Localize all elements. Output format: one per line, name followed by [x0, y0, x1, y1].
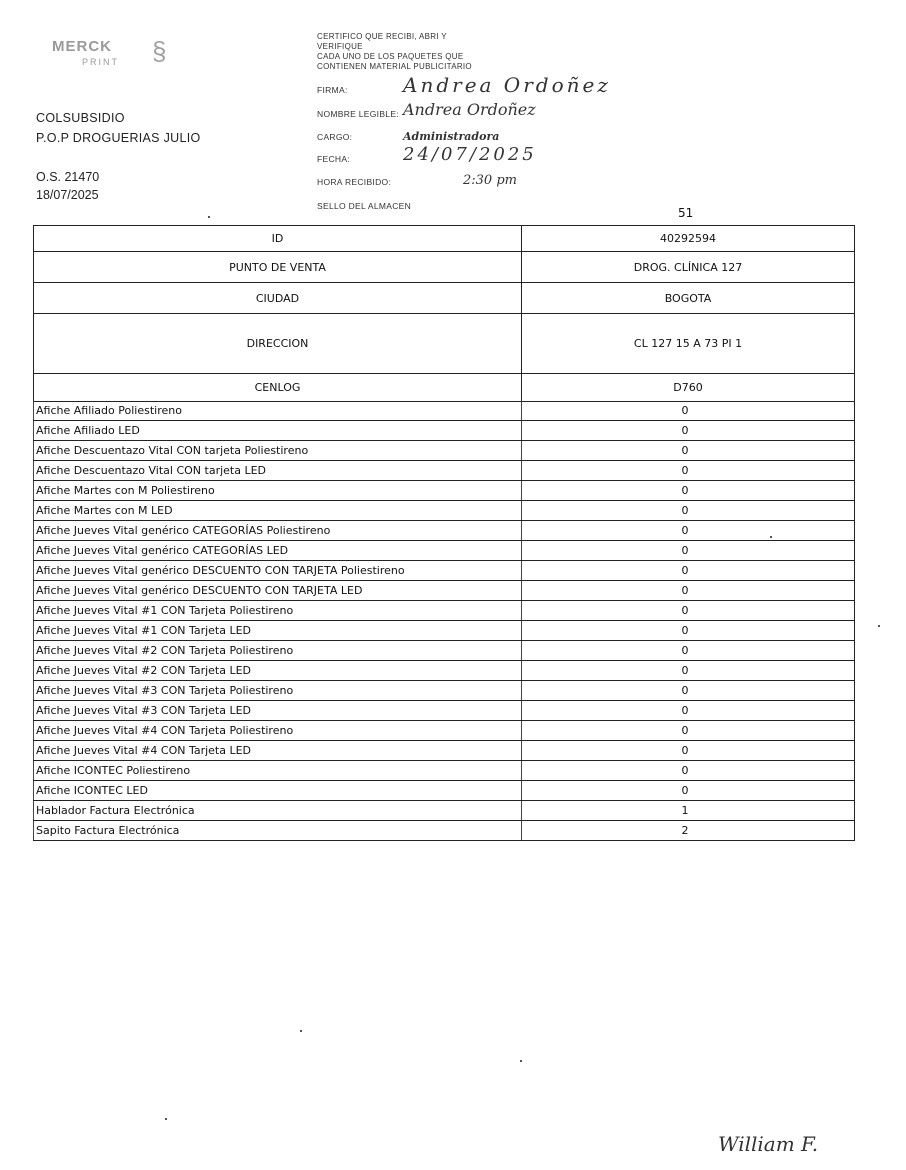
item-name: Afiche Jueves Vital #1 CON Tarjeta LED — [34, 621, 522, 641]
footer-signature: William F. — [718, 1132, 819, 1156]
item-name: Sapito Factura Electrónica — [34, 821, 522, 841]
nombre-value: Andrea Ordoñez — [403, 100, 536, 119]
item-row — [34, 461, 855, 481]
item-quantity: 0 — [522, 421, 855, 441]
firma-signature: Andrea Ordoñez — [403, 73, 611, 97]
scan-speck — [520, 1060, 522, 1062]
logo-swirl-icon: § — [152, 36, 167, 66]
item-name: Afiche Descuentazo Vital CON tarjeta LED — [34, 461, 522, 481]
info-label: PUNTO DE VENTA — [34, 252, 522, 283]
scan-speck — [878, 625, 880, 627]
item-quantity: 2 — [522, 821, 855, 841]
item-quantity: 0 — [522, 741, 855, 761]
nombre-label: NOMBRE LEGIBLE: — [317, 109, 399, 119]
fecha-value: 24/07/2025 — [403, 144, 537, 165]
cert-line: VERIFIQUE — [317, 42, 363, 51]
sello-label: SELLO DEL ALMACEN — [317, 201, 412, 211]
cargo-row — [317, 121, 499, 143]
firma-row — [317, 74, 611, 96]
item-name: Afiche Afiliado LED — [34, 421, 522, 441]
item-quantity: 0 — [522, 561, 855, 581]
item-name: Afiche Jueves Vital #2 CON Tarjeta LED — [34, 661, 522, 681]
item-quantity: 0 — [522, 541, 855, 561]
item-row — [34, 621, 855, 641]
nombre-row — [317, 98, 536, 120]
cargo-label: CARGO: — [317, 132, 353, 142]
item-row — [34, 801, 855, 821]
item-quantity: 0 — [522, 761, 855, 781]
company-logo — [52, 38, 172, 80]
item-quantity: 0 — [522, 721, 855, 741]
cert-line: CERTIFICO QUE RECIBI, ABRI Y — [317, 32, 447, 41]
item-row — [34, 421, 855, 441]
sello-row — [317, 190, 411, 212]
item-row — [34, 701, 855, 721]
item-name: Afiche Jueves Vital genérico DESCUENTO CON TARJETA Poliestireno — [34, 561, 522, 581]
item-name: Afiche Afiliado Poliestireno — [34, 401, 522, 421]
info-value: DROG. CLÍNICA 127 — [522, 252, 855, 283]
info-value: CL 127 15 A 73 PI 1 — [522, 314, 855, 374]
item-row — [34, 521, 855, 541]
info-label: ID — [34, 226, 522, 252]
scan-speck — [770, 536, 772, 538]
company-name: COLSUBSIDIO — [36, 111, 125, 125]
item-name: Afiche Jueves Vital #4 CON Tarjeta Poliestireno — [34, 721, 522, 741]
item-quantity: 1 — [522, 801, 855, 821]
info-label: CENLOG — [34, 374, 522, 402]
item-quantity: 0 — [522, 461, 855, 481]
company-header — [36, 108, 201, 148]
item-row — [34, 561, 855, 581]
fecha-label: FECHA: — [317, 154, 350, 164]
item-name: Afiche Martes con M LED — [34, 501, 522, 521]
order-number: O.S. 21470 — [36, 170, 100, 184]
hora-row — [317, 166, 517, 188]
info-value: 40292594 — [522, 226, 855, 252]
cert-line: CONTIENEN MATERIAL PUBLICITARIO — [317, 62, 472, 71]
info-row-cenlog — [34, 374, 855, 402]
item-row — [34, 641, 855, 661]
order-date: 18/07/2025 — [36, 188, 99, 202]
item-quantity: 0 — [522, 501, 855, 521]
items-body — [34, 401, 855, 841]
item-row — [34, 781, 855, 801]
item-name: Afiche Jueves Vital genérico CATEGORÍAS LED — [34, 541, 522, 561]
item-quantity: 0 — [522, 641, 855, 661]
item-quantity: 0 — [522, 441, 855, 461]
scan-speck — [165, 1118, 167, 1120]
hora-value: 2:30 pm — [463, 173, 517, 188]
items-table — [33, 401, 855, 841]
scan-speck — [300, 1030, 302, 1032]
item-row — [34, 681, 855, 701]
item-name: Afiche ICONTEC Poliestireno — [34, 761, 522, 781]
item-row — [34, 481, 855, 501]
item-row — [34, 541, 855, 561]
firma-label: FIRMA: — [317, 85, 348, 95]
certification-text — [317, 32, 472, 72]
cargo-value: Administradora — [403, 130, 500, 143]
item-quantity: 0 — [522, 481, 855, 501]
store-info-table — [33, 225, 855, 402]
hora-label: HORA RECIBIDO: — [317, 177, 392, 187]
info-label: CIUDAD — [34, 283, 522, 314]
item-name: Afiche Jueves Vital #3 CON Tarjeta LED — [34, 701, 522, 721]
cert-line: CADA UNO DE LOS PAQUETES QUE — [317, 52, 464, 61]
item-row — [34, 581, 855, 601]
item-name: Afiche ICONTEC LED — [34, 781, 522, 801]
project-name: P.O.P DROGUERIAS JULIO — [36, 131, 201, 145]
info-value: BOGOTA — [522, 283, 855, 314]
item-quantity: 0 — [522, 781, 855, 801]
item-name: Afiche Jueves Vital #3 CON Tarjeta Poliestireno — [34, 681, 522, 701]
order-block — [36, 168, 99, 204]
item-row — [34, 601, 855, 621]
item-quantity: 0 — [522, 581, 855, 601]
item-row — [34, 501, 855, 521]
info-value: D760 — [522, 374, 855, 402]
item-name: Afiche Martes con M Poliestireno — [34, 481, 522, 501]
info-label: DIRECCION — [34, 314, 522, 374]
item-row — [34, 821, 855, 841]
item-name: Afiche Jueves Vital genérico CATEGORÍAS Poliestireno — [34, 521, 522, 541]
item-row — [34, 401, 855, 421]
info-row-ciudad — [34, 283, 855, 314]
item-row — [34, 721, 855, 741]
item-name: Afiche Jueves Vital #4 CON Tarjeta LED — [34, 741, 522, 761]
info-row-id — [34, 226, 855, 252]
scan-speck — [208, 216, 210, 218]
item-quantity: 0 — [522, 661, 855, 681]
item-row — [34, 661, 855, 681]
item-name: Afiche Jueves Vital #2 CON Tarjeta Poliestireno — [34, 641, 522, 661]
page-number: 51 — [678, 206, 694, 220]
item-quantity: 0 — [522, 601, 855, 621]
info-row-direccion — [34, 314, 855, 374]
item-quantity: 0 — [522, 701, 855, 721]
item-name: Afiche Jueves Vital genérico DESCUENTO CON TARJETA LED — [34, 581, 522, 601]
fecha-row — [317, 143, 537, 165]
item-name: Hablador Factura Electrónica — [34, 801, 522, 821]
logo-line-2: PRINT — [82, 57, 119, 67]
item-name: Afiche Descuentazo Vital CON tarjeta Poliestireno — [34, 441, 522, 461]
item-row — [34, 441, 855, 461]
info-row-punto-venta — [34, 252, 855, 283]
item-quantity: 0 — [522, 401, 855, 421]
item-row — [34, 761, 855, 781]
item-row — [34, 741, 855, 761]
item-quantity: 0 — [522, 621, 855, 641]
logo-line-1: MERCK — [52, 38, 112, 55]
item-name: Afiche Jueves Vital #1 CON Tarjeta Poliestireno — [34, 601, 522, 621]
item-quantity: 0 — [522, 681, 855, 701]
item-quantity: 0 — [522, 521, 855, 541]
